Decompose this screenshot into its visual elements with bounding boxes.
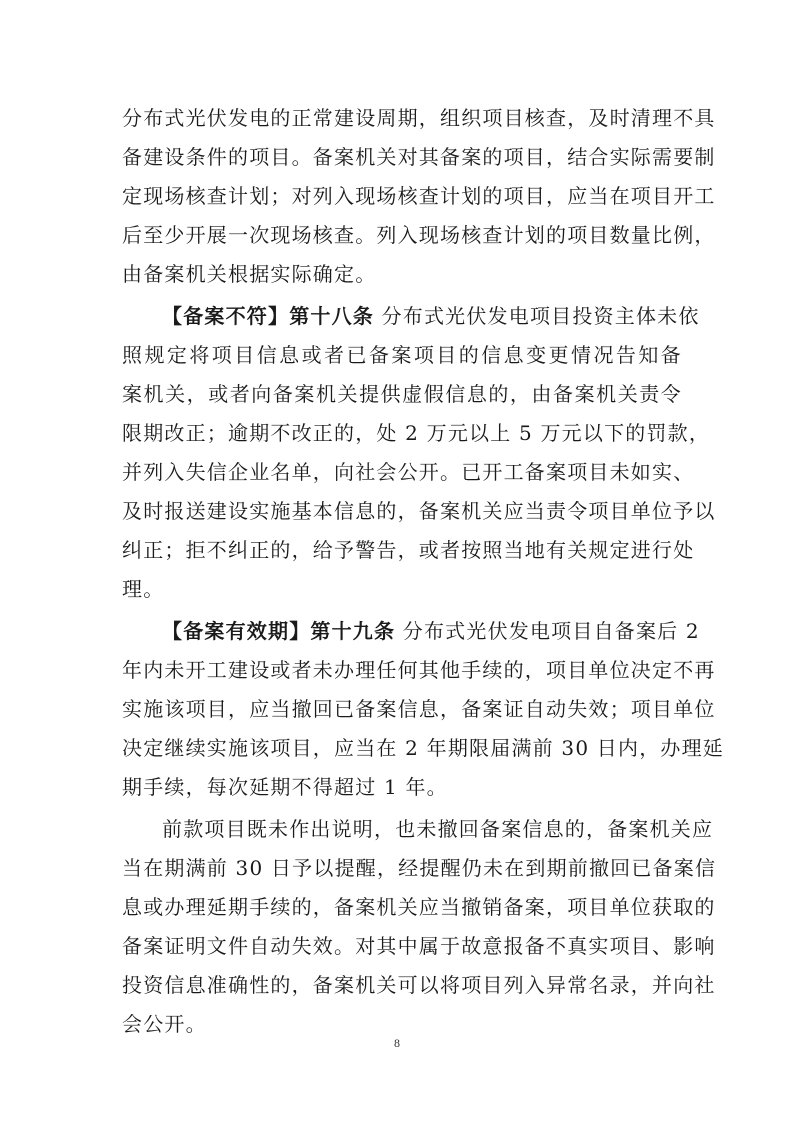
text-line: 当在期满前 30 日予以提醒，经提醒仍未在到期前撤回已备案信 bbox=[122, 856, 717, 880]
text-line: 期手续，每次延期不得超过 1 年。 bbox=[122, 775, 448, 799]
text-line bbox=[122, 297, 700, 336]
paragraph bbox=[122, 810, 717, 1044]
text-line: 后至少开展一次现场核查。列入现场核查计划的项目数量比例， bbox=[122, 223, 716, 247]
article-18 bbox=[122, 297, 716, 609]
text-line: 纠正；拒不纠正的，给予警告，或者按照当地有关规定进行处 bbox=[122, 538, 695, 562]
text-line: 实施该项目，应当撤回已备案信息，备案证自动失效；项目单位 bbox=[122, 697, 716, 721]
text-line: 会公开。 bbox=[122, 1012, 207, 1036]
body-text bbox=[122, 99, 725, 1044]
text-line: 备案证明文件自动失效。对其中属于故意报备不真实项目、影响 bbox=[122, 934, 716, 958]
text-line: 照规定将项目信息或者已备案项目的信息变更情况告知备 bbox=[122, 343, 682, 367]
text-line: 定现场核查计划；对列入现场核查计划的项目，应当在项目开工 bbox=[122, 184, 716, 208]
text-line: 年内未开工建设或者未办理任何其他手续的，项目单位决定不再 bbox=[122, 658, 716, 682]
text-line: 理。 bbox=[122, 577, 165, 601]
article-text: 分布式光伏发电项目投资主体未依 bbox=[381, 304, 700, 328]
article-heading: 【备案有效期】第十九条 bbox=[162, 619, 396, 643]
text-line: 息或办理延期手续的，备案机关应当撤销备案，项目单位获取的 bbox=[122, 895, 716, 919]
text-line: 及时报送建设实施基本信息的，备案机关应当责令项目单位予以 bbox=[122, 499, 716, 523]
text-line: 由备案机关根据实际确定。 bbox=[122, 262, 377, 286]
text-line: 决定继续实施该项目，应当在 2 年期限届满前 30 日内，办理延 bbox=[122, 736, 725, 760]
text-line: 并列入失信企业名单，向社会公开。已开工备案项目未如实、 bbox=[122, 460, 695, 484]
text-line: 前款项目既未作出说明，也未撤回备案信息的，备案机关应 bbox=[162, 817, 714, 841]
paragraph-continuation bbox=[122, 99, 716, 294]
article-text: 分布式光伏发电项目自备案后 2 bbox=[402, 619, 700, 643]
text-line: 分布式光伏发电的正常建设周期，组织项目核查，及时清理不具 bbox=[122, 106, 716, 130]
text-line: 案机关，或者向备案机关提供虚假信息的，由备案机关责令 bbox=[122, 382, 682, 406]
text-line: 投资信息准确性的，备案机关可以将项目列入异常名录，并向社 bbox=[122, 973, 716, 997]
text-line bbox=[122, 612, 700, 651]
article-heading: 【备案不符】第十八条 bbox=[162, 304, 374, 328]
text-line: 备建设条件的项目。备案机关对其备案的项目，结合实际需要制 bbox=[122, 145, 716, 169]
page-number: 8 bbox=[394, 1036, 400, 1050]
article-19 bbox=[122, 612, 725, 807]
text-line: 限期改正；逾期不改正的，处 2 万元以上 5 万元以下的罚款， bbox=[122, 421, 711, 445]
